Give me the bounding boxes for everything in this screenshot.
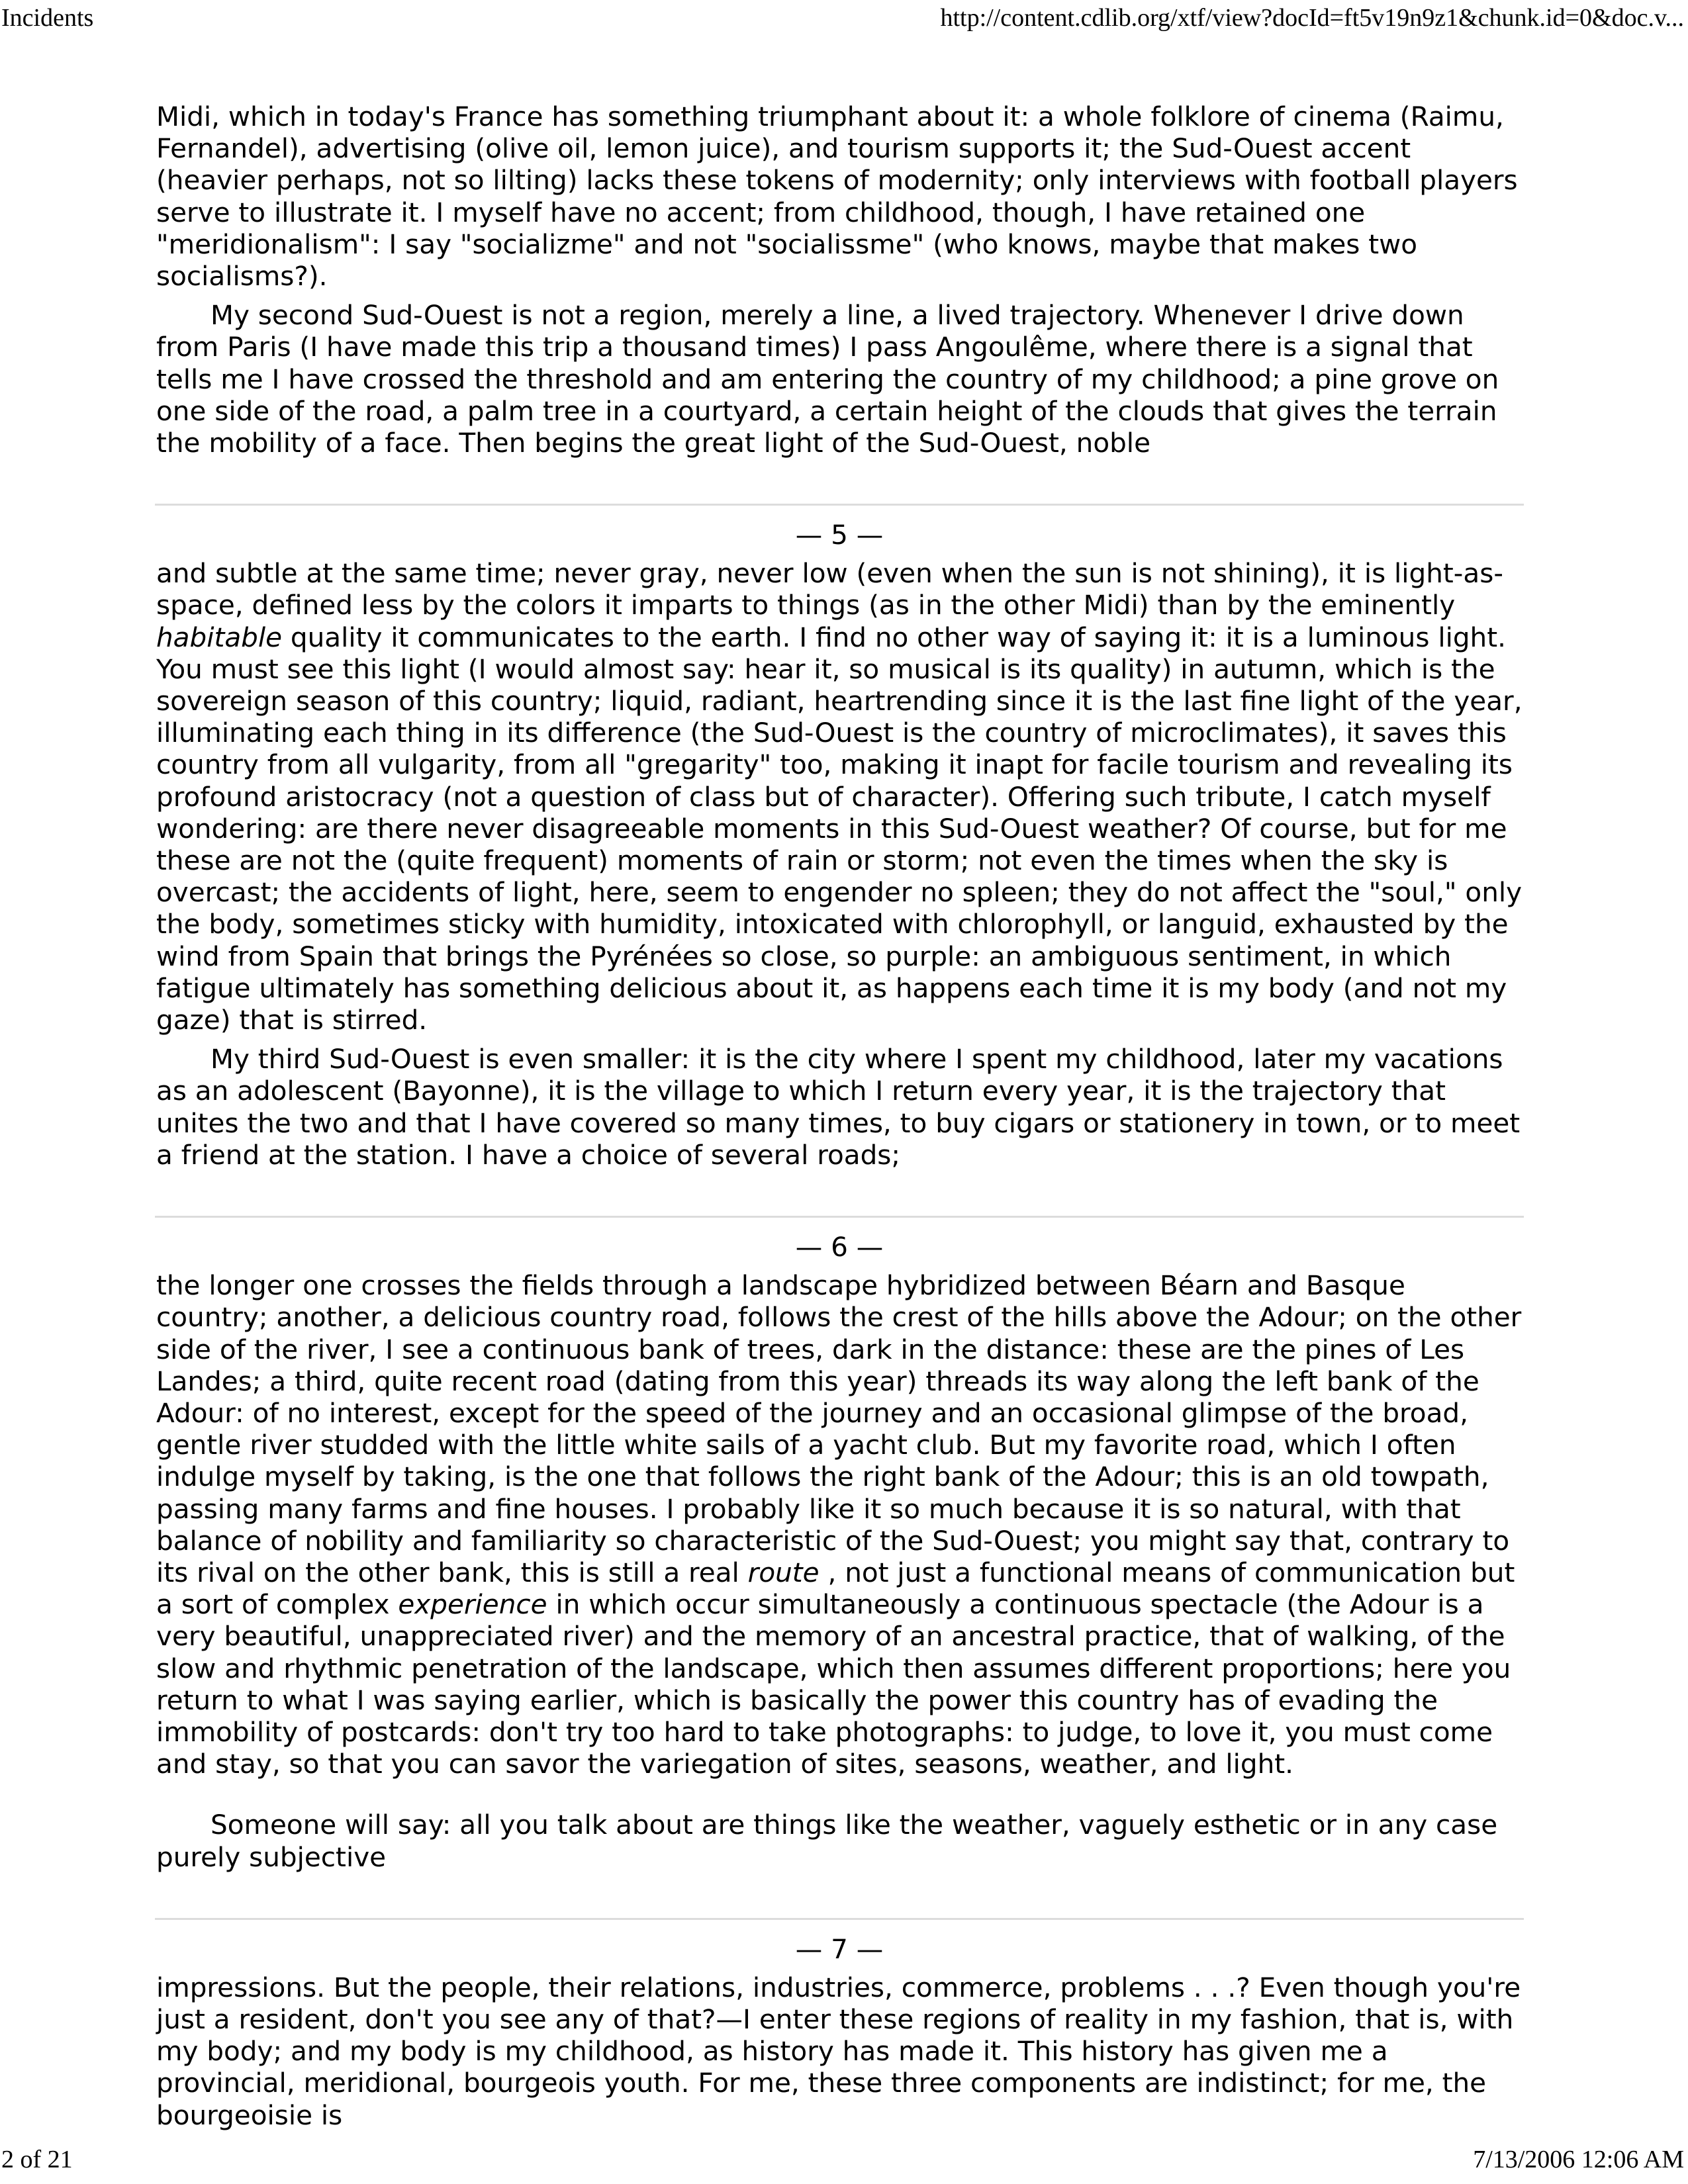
emphasis-text: habitable xyxy=(156,621,283,653)
browser-print-header xyxy=(0,1,1688,41)
paragraph: impressions. But the people, their relations, industries, commerce, problems . . .? Even though you're just a resident, don't you see any of that?—I enter these regions of reality in my fashion, that is, with my body; and my body is my childhood, as history has made it. This history has given me a provincial, meridional, bourgeois youth. For me, these three components are indistinct; for me, the bourgeoisie is xyxy=(156,1971,1521,2131)
paragraph xyxy=(156,1269,1523,1780)
paragraph-gap xyxy=(156,1780,1523,1809)
browser-print-footer xyxy=(0,2143,1688,2183)
paragraph xyxy=(156,557,1523,1036)
paragraph-text: , not just a functional means of communication but a sort of complex xyxy=(156,1556,1515,1621)
paragraph-text: quality it communicates to the earth. I find no other way of saying it: it is a luminous light. You must see this light (I would almost say: hear it, so musical is its quality) in autumn, which is the sovereign season of this country; liquid, radiant, heartrending since it is the last fine light of the year, illuminating each thing in its difference (the Sud-Ouest is the country of microclimates), it saves this country from all vulgarity, from all "gregarity" too, making it inapt for facile tourism and revealing its profound aristocracy (not a question of class but of character). Offering such tribute, I catch myself wondering: are there never disagreeable moments in this Sud-Ouest weather? Of course, but for me these are not the (quite frequent) moments of rain or storm; not even the times when the sky is overcast; the accidents of light, here, seem to engender no spleen; they do not affect the "soul," only the body, sometimes sticky with humidity, intoxicated with chlorophyll, or languid, exhausted by the wind from Spain that brings the Pyrénées so close, so purple: an ambiguous sentiment, in which fatigue ultimately has something delicious about it, as happens each time it is my body (and not my gaze) that is stirred. xyxy=(156,621,1523,1036)
page-number: — 7 — xyxy=(795,1933,884,1965)
document-url[interactable]: http://content.cdlib.org/xtf/view?docId=ft5v19n9z1&chunk.id=0&doc.v... xyxy=(940,4,1684,32)
page-indicator: 2 of 21 xyxy=(1,2146,73,2173)
page-number: — 5 — xyxy=(795,519,884,551)
page-number: — 6 — xyxy=(795,1231,884,1263)
page-divider xyxy=(155,1216,1524,1218)
emphasis-text: route xyxy=(747,1556,820,1588)
document-body xyxy=(156,101,1523,2131)
paragraph-text: the longer one crosses the fields through a landscape hybridized between Béarn and Basque country; another, a delicious country road, follows the crest of the hills above the Adour; on the other side of the river, I see a continuous bank of trees, dark in the distance: these are the pines of Les Landes; a third, quite recent road (dating from this year) threads its way along the left bank of the Adour: of no interest, except for the speed of the journey and an occasional glimpse of the broad, gentle river studded with the little white sails of a yacht club. But my favorite road, which I often indulge myself by taking, is the one that follows the right bank of the Adour; this is an old towpath, passing many farms and fine houses. I probably like it so much because it is so natural, with that balance of nobility and familiarity so characteristic of the Sud-Ouest; you might say that, contrary to its rival on the other bank, this is still a real xyxy=(156,1269,1522,1588)
paragraph: Someone will say: all you talk about are things like the weather, vaguely esthetic or in any case purely subjective xyxy=(156,1809,1498,1873)
paragraph: Midi, which in today's France has something triumphant about it: a whole folklore of cinema (Raimu, Fernandel), advertising (olive oil, lemon juice), and tourism supports it; the Sud-Ouest accent (heavier perhaps, not so lilting) lacks these tokens of modernity; only interviews with football players serve to illustrate it. I myself have no accent; from childhood, though, I have retained one "meridionalism": I say "socializme" and not "socialissme" (who knows, maybe that makes two socialisms?). xyxy=(156,101,1518,293)
print-timestamp: 7/13/2006 12:06 AM xyxy=(1473,2146,1684,2173)
document-title: Incidents xyxy=(1,4,94,32)
paragraph-text: and subtle at the same time; never gray, never low (even when the sun is not shining), it is light-as-space, defined less by the colors it imparts to things (as in the other Midi) than by the eminently xyxy=(156,557,1503,621)
emphasis-text: experience xyxy=(398,1588,547,1621)
paragraph: My second Sud-Ouest is not a region, merely a line, a lived trajectory. Whenever I drive down from Paris (I have made this trip a thousand times) I pass Angoulême, where there is a signal that tells me I have crossed the threshold and am entering the country of my childhood; a pine grove on one side of the road, a palm tree in a courtyard, a certain height of the clouds that gives the terrain the mobility of a face. Then begins the great light of the Sud-Ouest, noble xyxy=(156,299,1499,459)
paragraph-text: in which occur simultaneously a continuous spectacle (the Adour is a very beautiful, unappreciated river) and the memory of an ancestral practice, that of walking, of the slow and rhythmic penetration of the landscape, which then assumes different proportions; here you return to what I was saying earlier, which is basically the power this country has of evading the immobility of postcards: don't try too hard to take photographs: to judge, to love it, you must come and stay, so that you can savor the variegation of sites, seasons, weather, and light. xyxy=(156,1588,1511,1780)
page-divider xyxy=(155,1918,1524,1920)
page-divider xyxy=(155,504,1524,506)
paragraph: My third Sud-Ouest is even smaller: it is the city where I spent my childhood, later my vacations as an adolescent (Bayonne), it is the village to which I return every year, it is the trajectory that unites the two and that I have covered so many times, to buy cigars or stationery in town, or to meet a friend at the station. I have a choice of several roads; xyxy=(156,1043,1521,1171)
